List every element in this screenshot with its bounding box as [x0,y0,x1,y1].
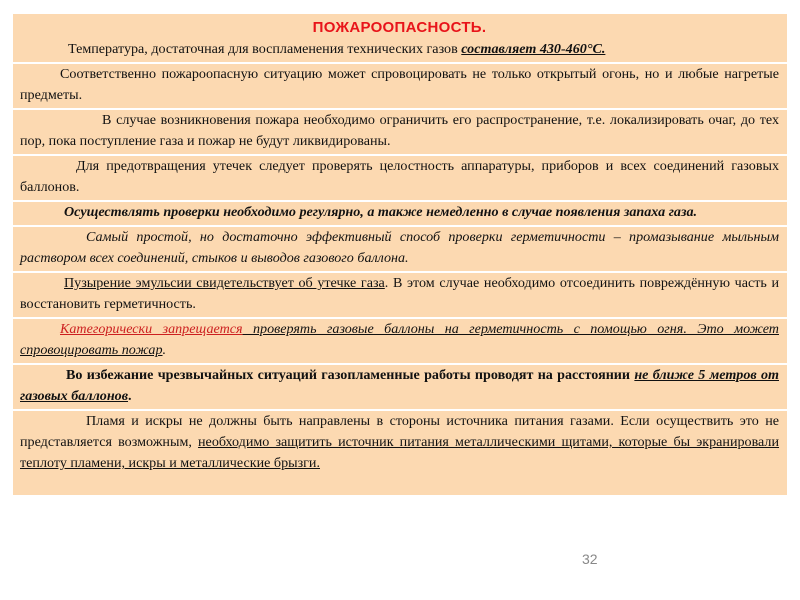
shielding-text: Пламя и искры не должны быть направлены в стороны источника питания газами. Если осуществить это не представляется возможным, [20,413,779,450]
paragraph-localize-fire [20,110,779,152]
paragraph-bubbling [20,273,779,315]
localize-fire-text: В случае возникновения пожара необходимо ограничить его распространение, т.е. локализировать очаг, до тех пор, пока поступление газа и пожар не будут ликвидированы. [20,112,779,149]
temperature-value: составляет 430-460°С. [461,41,606,57]
bubbling-emphasis: Пузырение эмульсии свидетельствует об утечке газа [64,275,385,291]
paragraph-fire-hazard [20,64,779,106]
safe-distance-tail: . [128,388,132,404]
prohibition-tail: . [162,342,167,358]
prohibition-warning: Категорически запрещается [60,321,243,337]
paragraph-shielding [20,411,779,474]
regular-checks-text: Осуществлять проверки необходимо регулярно, а также немедленно в случае появления запаха газа. [64,204,698,220]
slide-title: ПОЖАРООПАСНОСТЬ. [312,19,487,36]
paragraph-safe-distance [20,365,779,407]
leak-prevention-text: Для предотвращения утечек следует проверять целостность аппаратуры, приборов и всех соединений газовых баллонов. [20,158,779,195]
paragraph-temperature [20,39,779,60]
shielding-emphasis: необходимо защитить источник питания металлическими щитами, которые бы экранировали теплоту пламени, искры и металлические брызги. [20,434,780,471]
content-panel [13,14,787,495]
safe-distance-emphasis: не ближе 5 метров от газовых баллонов [20,367,779,404]
paragraph-soap-test [20,227,779,269]
paragraph-prohibition [20,319,779,361]
prohibition-text: проверять газовые баллоны на герметичность с помощью огня. Это может спровоцировать пожар [20,321,779,358]
page-number: 32 [582,551,598,567]
soap-test-text: Самый простой, но достаточно эффективный способ проверки герметичности – промазывание мыльным раствором всех соединений, стыков и выводов газового баллона. [20,229,779,266]
paragraph-leak-prevention [20,156,779,198]
bubbling-text: . В этом случае необходимо отсоединить повреждённую часть и восстановить герметичность. [20,275,779,312]
fire-hazard-text: Соответственно пожароопасную ситуацию может спровоцировать не только открытый огонь, но и любые нагретые предметы. [20,66,779,103]
paragraph-regular-checks [20,202,779,223]
temperature-text: Температура, достаточная для воспламенения технических газов [68,41,462,57]
safe-distance-text: Во избежание чрезвычайных ситуаций газопламенные работы проводят на расстоянии [66,367,635,383]
